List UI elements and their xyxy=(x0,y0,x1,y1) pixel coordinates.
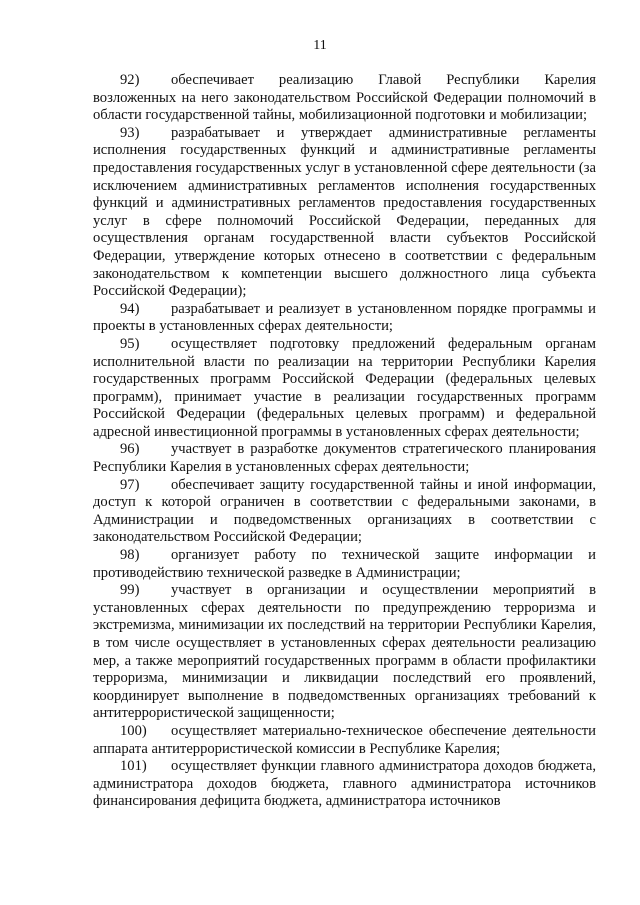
item-text: обеспечивает защиту государственной тайны и иной информации, доступ к которой ограничен в соответствии с федеральными законами, в Администрации и подведомственных организациях в соответствии с законодательством Российской Федерации; xyxy=(93,476,596,546)
list-item-92 xyxy=(93,72,596,125)
item-text: разрабатывает и реализует в установленном порядке программы и проекты в установленных сферах деятельности; xyxy=(93,300,596,335)
list-item-98 xyxy=(93,547,596,582)
list-item-100 xyxy=(93,723,596,758)
list-item-93 xyxy=(93,125,596,301)
item-number: 100) xyxy=(120,722,147,739)
list-item-101 xyxy=(93,758,596,811)
item-text: обеспечивает реализацию Главой Республики Карелия возложенных на него законодательством Российской Федерации полномочий в области государственной тайны, мобилизационной подготовки и мобилизации; xyxy=(93,72,596,124)
list-item-95 xyxy=(93,336,596,442)
list-item-96 xyxy=(93,441,596,476)
item-number: 92) xyxy=(120,72,140,88)
list-item-97 xyxy=(93,477,596,547)
item-number: 95) xyxy=(120,335,140,352)
list-item-94 xyxy=(93,301,596,336)
item-text: участвует в разработке документов стратегического планирования Республики Карелия в установленных сферах деятельности; xyxy=(93,441,596,476)
item-number: 98) xyxy=(120,547,140,564)
item-number: 93) xyxy=(120,124,140,141)
item-number: 101) xyxy=(120,758,147,775)
page-number: 11 xyxy=(313,38,327,53)
item-number: 97) xyxy=(120,476,140,493)
item-number: 99) xyxy=(120,582,140,599)
item-text: участвует в организации и осуществлении мероприятий в установленных сферах деятельности по предупреждению терроризма и экстремизма, минимизации их последствий на территории Республики Карелия, в том числе осуществляет в установленных сферах деятельности реализацию мер, а также мероприятий государственных программ в области профилактики терроризма, минимизации и ликвидации последствий его проявлений, координирует выполнение в подведомственных организациях требований к антитеррористической защищенности; xyxy=(93,582,596,722)
item-text: осуществляет подготовку предложений федеральным органам исполнительной власти по реализации на территории Республики Карелия государственных программ Российской Федерации (федеральных целевых программ), принимает участие в реализации государственных программ Российской Федерации (федеральных целевых программ) и федеральной адресной инвестиционной программы в установленных сферах деятельности; xyxy=(93,335,596,440)
item-number: 94) xyxy=(120,300,140,317)
item-text: осуществляет функции главного администратора доходов бюджета, администратора доходов бюджета, главного администратора источников финансирования дефицита бюджета, администратора источников xyxy=(93,758,596,810)
item-text: разрабатывает и утверждает административные регламенты исполнения государственных функций и административные регламенты предоставления государственных услуг в установленной сфере деятельности (за исключением административных регламентов исполнения государственных функций и административных регламентов предоставления государственных услуг в сфере полномочий Российской Федерации, переданных для осуществления органам государственной власти субъектов Российской Федерации, утверждение которых отнесено в соответствии с федеральным законодательством к компетенции высшего должностного лица субъекта Российской Федерации); xyxy=(93,124,596,300)
document-body xyxy=(93,72,596,811)
item-text: осуществляет материально-техническое обеспечение деятельности аппарата антитеррористической комиссии в Республике Карелия; xyxy=(93,722,596,757)
item-text: организует работу по технической защите информации и противодействию технической разведке в Администрации; xyxy=(93,547,596,581)
item-number: 96) xyxy=(120,441,140,458)
list-item-99 xyxy=(93,582,596,723)
